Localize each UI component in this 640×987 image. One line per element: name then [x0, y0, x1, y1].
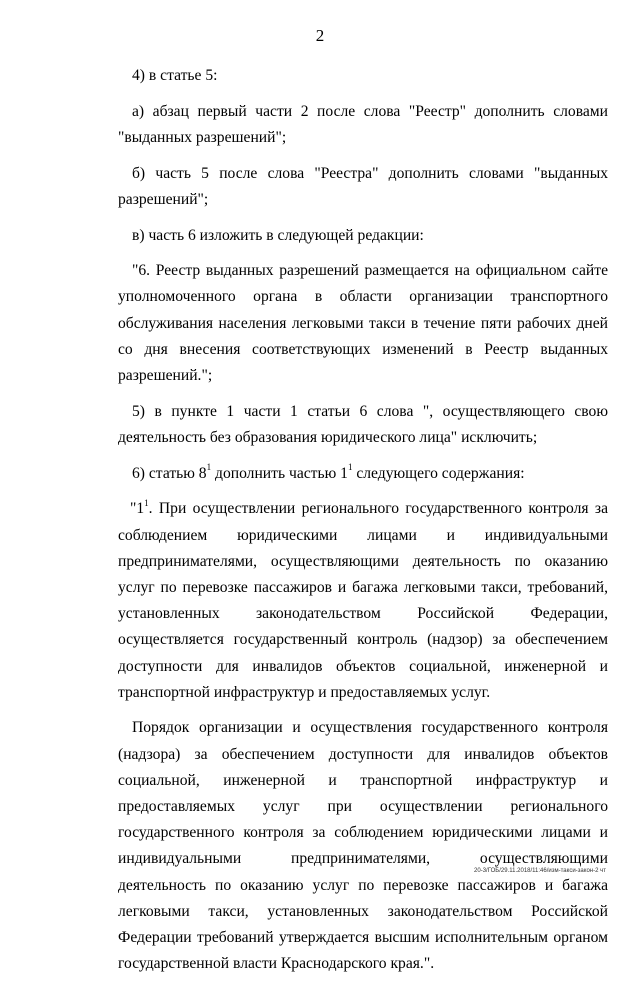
paragraph-item-6-text-1: 6) статью 8 — [132, 464, 207, 482]
paragraph-article-5: 4) в статье 5: — [132, 67, 218, 84]
superscript: 1 — [347, 462, 353, 473]
paragraph-procedure: Порядок организации и осуществления государственного контроля (надзора) за обеспечением доступности для инвалидов объектов социальной, инженерной и транспортной инфраструктур и предоставляемых услуг при осуществлении регионального государственного контроля за соблюдением юридическими лицами и индивидуальными предпринимателями, осуществляющими деятельность по оказанию услуг по перевозке пассажиров и багажа легковыми такси, установленных законодательством Российской Федерации требований утверждается высшим исполнительным органом государственной власти Краснодарского края.". — [118, 719, 608, 973]
page-number: 2 — [315, 26, 325, 45]
paragraph-part-1-1-number: "1 — [130, 500, 145, 518]
superscript: 1 — [144, 498, 149, 509]
paragraph-item-5: 5) в пункте 1 части 1 статьи 6 слова ", осуществляющего свою деятельность без образования юридического лица" исключить; — [118, 402, 608, 446]
paragraph-item-v: в) часть 6 изложить в следующей редакции: — [132, 226, 424, 244]
paragraph-part-6-text: "6. Реестр выданных разрешений размещается на официальном сайте уполномоченного органа в области организации транспортного обслуживания населения легковыми такси в течение пяти рабочих дней со дня внесения соответствующих изменений в Реестр выданных разрешений."; — [118, 262, 608, 385]
document-body — [118, 63, 608, 987]
paragraph-item-6 — [118, 461, 608, 487]
paragraph-item-6-text-3: следующего содержания: — [352, 464, 525, 482]
paragraph-part-1-1 — [118, 496, 608, 706]
paragraph-item-b: б) часть 5 после слова "Реестра" дополнить словами "выданных разрешений"; — [118, 164, 608, 208]
document-footer-code: 20-3/ГОБ/29.11.2018/11:46/изм-такси-закон-2 чт — [474, 868, 606, 874]
superscript: 1 — [206, 462, 212, 473]
paragraph-item-a: а) абзац первый части 2 после слова "Реестр" дополнить словами "выданных разрешений"; — [118, 102, 608, 146]
paragraph-item-6-text-2: дополнить частью 1 — [211, 464, 348, 482]
paragraph-part-1-1-text: . При осуществлении регионального государственного контроля за соблюдением юридическими лицами и индивидуальными предпринимателями, осуществляющими деятельность по оказанию услуг по перевозке пассажиров и багажа легковыми такси, требований, установленных законодательством Российской Федерации, осуществляется государственный контроль (надзор) за обеспечением доступности для инвалидов объектов социальной, инженерной и транспортной инфраструктур и предоставляемых услуг. — [118, 500, 608, 701]
